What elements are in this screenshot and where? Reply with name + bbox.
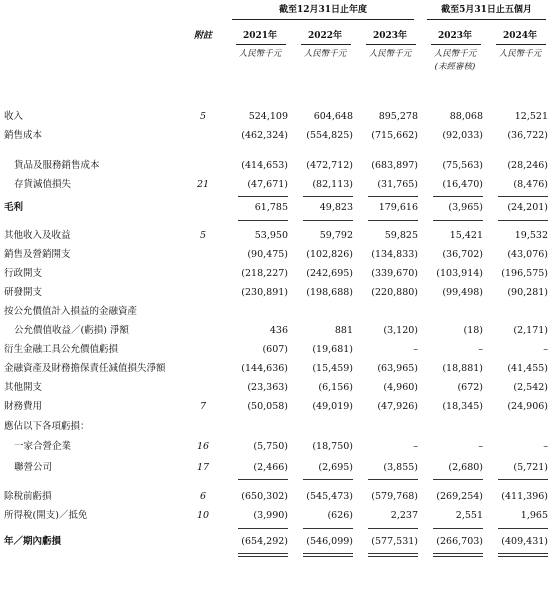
row-value: (3,855)	[383, 462, 418, 473]
header-year: 2023年	[437, 31, 473, 41]
row-value: (654,292)	[241, 536, 288, 547]
row-value: (411,396)	[501, 491, 548, 502]
row-value: –	[543, 441, 548, 452]
header-group-five-months: 截至5月31日止五個月	[441, 5, 532, 15]
header-unit: 人民幣千元	[238, 49, 282, 59]
row-label: 應佔以下各項虧損：	[4, 421, 90, 432]
row-value: 2,237	[390, 510, 418, 521]
row-value: (218,227)	[241, 268, 288, 279]
row-label: 公允價值收益／(虧損) 淨額	[14, 325, 129, 336]
subtotal-rule	[238, 196, 288, 197]
table-row	[0, 176, 550, 194]
row-value: (90,475)	[247, 249, 288, 260]
header-unit: 人民幣千元	[498, 49, 542, 59]
header-year: 2022年	[307, 31, 343, 41]
row-value: (3,120)	[383, 325, 418, 336]
row-label: 銷售及營銷開支	[4, 249, 71, 260]
row-value: (409,431)	[501, 536, 548, 547]
header-year: 2023年	[372, 31, 408, 41]
row-value: (672)	[457, 382, 483, 393]
row-value: 61,785	[254, 202, 288, 213]
row-value: (196,575)	[501, 268, 548, 279]
row-value: 59,792	[319, 230, 353, 241]
row-label: 行政開支	[4, 268, 43, 279]
row-value: 436	[269, 325, 288, 336]
row-value: (36,702)	[442, 249, 483, 260]
header-year: 2024年	[502, 31, 538, 41]
row-value: (90,281)	[507, 287, 548, 298]
row-note: 7	[199, 401, 207, 412]
header-year-rule	[496, 44, 546, 45]
subtotal-rule	[368, 479, 418, 480]
row-value: (18,345)	[442, 401, 483, 412]
row-value: (36,722)	[507, 130, 548, 141]
header-unit: 人民幣千元	[433, 49, 477, 59]
row-value: 49,823	[319, 202, 353, 213]
row-value: –	[478, 441, 483, 452]
total-rule	[238, 553, 288, 554]
row-value: –	[413, 344, 418, 355]
row-value: (230,891)	[241, 287, 288, 298]
table-row	[0, 533, 550, 551]
table-row	[0, 398, 550, 416]
table-row	[0, 157, 550, 175]
row-label: 財務費用	[4, 401, 43, 412]
row-value: (2,542)	[513, 382, 548, 393]
table-row	[0, 227, 550, 245]
row-note: 21	[196, 179, 210, 190]
table-row	[0, 303, 550, 321]
subtotal-rule	[368, 196, 418, 197]
row-value: (6,156)	[318, 382, 353, 393]
total-rule	[498, 553, 548, 554]
total-rule	[303, 556, 353, 557]
row-value: (220,880)	[371, 287, 418, 298]
header-unit: 人民幣千元	[368, 49, 412, 59]
row-value: (3,965)	[448, 202, 483, 213]
row-label: 按公允價值計入損益的金融資產	[4, 306, 138, 317]
table-row	[0, 284, 550, 302]
header-unit: 人民幣千元	[303, 49, 347, 59]
header-group-full-year-rule	[232, 19, 414, 20]
row-label: 貨品及服務銷售成本	[14, 160, 100, 171]
header-group-five-months-rule	[427, 19, 546, 20]
subtotal-rule	[433, 196, 483, 197]
row-value: (626)	[327, 510, 353, 521]
subtotal-rule	[498, 220, 548, 221]
row-value: (19,681)	[312, 344, 353, 355]
row-note: 16	[196, 441, 210, 452]
table-row	[0, 199, 550, 217]
row-value: 19,532	[514, 230, 548, 241]
row-label: 其他收入及收益	[4, 230, 71, 241]
row-value: (546,099)	[306, 536, 353, 547]
row-label: 研發開支	[4, 287, 43, 298]
row-value: (2,171)	[513, 325, 548, 336]
total-rule	[368, 556, 418, 557]
row-value: –	[413, 441, 418, 452]
row-label: 所得稅(開支)／抵免	[4, 510, 88, 521]
row-label: 聯營公司	[14, 462, 53, 473]
row-value: (683,897)	[371, 160, 418, 171]
header-unaudited: (未經審核)	[434, 62, 476, 72]
row-value: (82,113)	[312, 179, 353, 190]
row-value: (715,662)	[371, 130, 418, 141]
row-value: 53,950	[254, 230, 288, 241]
subtotal-rule	[368, 220, 418, 221]
row-value: (650,302)	[241, 491, 288, 502]
row-value: (41,455)	[507, 363, 548, 374]
row-value: 12,521	[514, 111, 548, 122]
row-value: 59,825	[384, 230, 418, 241]
subtotal-rule	[498, 528, 548, 529]
table-row	[0, 418, 550, 436]
subtotal-rule	[303, 528, 353, 529]
row-label: 存貨減值損失	[14, 179, 72, 190]
row-value: –	[543, 344, 548, 355]
subtotal-rule	[498, 196, 548, 197]
table-row	[0, 246, 550, 264]
row-value: (545,473)	[306, 491, 353, 502]
subtotal-rule	[433, 479, 483, 480]
row-value: (242,695)	[306, 268, 353, 279]
header-year-rule	[366, 44, 416, 45]
row-value: (18)	[463, 325, 483, 336]
row-value: (92,033)	[442, 130, 483, 141]
row-note: 10	[196, 510, 210, 521]
row-value: 604,648	[313, 111, 353, 122]
table-row	[0, 507, 550, 525]
row-value: (198,688)	[306, 287, 353, 298]
header-year-rule	[301, 44, 351, 45]
row-value: (43,076)	[507, 249, 548, 260]
row-label: 除稅前虧損	[4, 491, 52, 502]
table-row	[0, 459, 550, 477]
table-row	[0, 127, 550, 145]
row-value: (24,201)	[507, 202, 548, 213]
row-value: 1,965	[520, 510, 548, 521]
row-value: (31,765)	[377, 179, 418, 190]
total-rule	[303, 553, 353, 554]
row-label: 一家合營企業	[14, 441, 72, 452]
total-rule	[238, 556, 288, 557]
row-value: (50,058)	[247, 401, 288, 412]
row-value: (47,671)	[247, 179, 288, 190]
row-value: (99,498)	[442, 287, 483, 298]
header-year-rule	[431, 44, 481, 45]
row-value: (49,019)	[312, 401, 353, 412]
row-label: 毛利	[4, 202, 24, 213]
row-note: 5	[199, 230, 207, 241]
row-value: (577,531)	[371, 536, 418, 547]
header-group-full-year: 截至12月31日止年度	[278, 5, 368, 15]
row-value: (462,324)	[241, 130, 288, 141]
row-value: (339,670)	[371, 268, 418, 279]
row-value: (2,466)	[253, 462, 288, 473]
row-value: (134,833)	[371, 249, 418, 260]
row-value: (4,960)	[383, 382, 418, 393]
subtotal-rule	[498, 479, 548, 480]
row-value: (16,470)	[442, 179, 483, 190]
row-value: (63,965)	[377, 363, 418, 374]
subtotal-rule	[433, 528, 483, 529]
row-value: (15,459)	[312, 363, 353, 374]
row-value: (103,914)	[436, 268, 483, 279]
row-value: 179,616	[378, 202, 418, 213]
header-year: 2021年	[242, 31, 278, 41]
row-label: 金融資產及財務擔保責任減值損失淨額	[4, 363, 166, 374]
row-label: 年／期內虧損	[4, 536, 62, 547]
table-row	[0, 108, 550, 126]
row-value: (414,653)	[241, 160, 288, 171]
table-row	[0, 360, 550, 378]
row-value: (607)	[262, 344, 288, 355]
row-value: (554,825)	[306, 130, 353, 141]
table-row	[0, 341, 550, 359]
row-value: (47,926)	[377, 401, 418, 412]
row-value: (18,881)	[442, 363, 483, 374]
table-row	[0, 488, 550, 506]
row-value: (2,680)	[448, 462, 483, 473]
row-label: 衍生金融工具公允價值虧損	[4, 344, 119, 355]
subtotal-rule	[303, 196, 353, 197]
table-row	[0, 322, 550, 340]
row-value: (28,246)	[507, 160, 548, 171]
row-value: (102,826)	[306, 249, 353, 260]
row-value: (2,695)	[318, 462, 353, 473]
row-value: (75,563)	[442, 160, 483, 171]
row-value: 895,278	[378, 111, 418, 122]
row-note: 5	[199, 111, 207, 122]
row-value: (3,990)	[253, 510, 288, 521]
row-label: 銷售成本	[4, 130, 43, 141]
row-value: 88,068	[449, 111, 483, 122]
subtotal-rule	[433, 220, 483, 221]
row-value: (5,721)	[513, 462, 548, 473]
table-row	[0, 265, 550, 283]
row-value: (472,712)	[306, 160, 353, 171]
subtotal-rule	[303, 479, 353, 480]
subtotal-rule	[238, 479, 288, 480]
row-value: (144,636)	[241, 363, 288, 374]
row-value: 2,551	[455, 510, 483, 521]
total-rule	[368, 553, 418, 554]
row-value: (266,703)	[436, 536, 483, 547]
row-value: (24,906)	[507, 401, 548, 412]
row-value: 881	[334, 325, 353, 336]
row-label: 收入	[4, 111, 24, 122]
subtotal-rule	[238, 528, 288, 529]
header-year-rule	[236, 44, 286, 45]
row-value: 15,421	[449, 230, 483, 241]
row-label: 其他開支	[4, 382, 43, 393]
row-value: (23,363)	[247, 382, 288, 393]
total-rule	[498, 556, 548, 557]
row-value: 524,109	[248, 111, 288, 122]
row-note: 17	[196, 462, 210, 473]
header-note: 附註	[193, 31, 212, 41]
row-note: 6	[199, 491, 207, 502]
subtotal-rule	[303, 220, 353, 221]
row-value: (579,768)	[371, 491, 418, 502]
table-row	[0, 379, 550, 397]
table-row	[0, 438, 550, 456]
row-value: (8,476)	[513, 179, 548, 190]
row-value: (18,750)	[312, 441, 353, 452]
total-rule	[433, 556, 483, 557]
row-value: –	[478, 344, 483, 355]
subtotal-rule	[238, 220, 288, 221]
subtotal-rule	[368, 528, 418, 529]
row-value: (5,750)	[253, 441, 288, 452]
total-rule	[433, 553, 483, 554]
row-value: (269,254)	[436, 491, 483, 502]
